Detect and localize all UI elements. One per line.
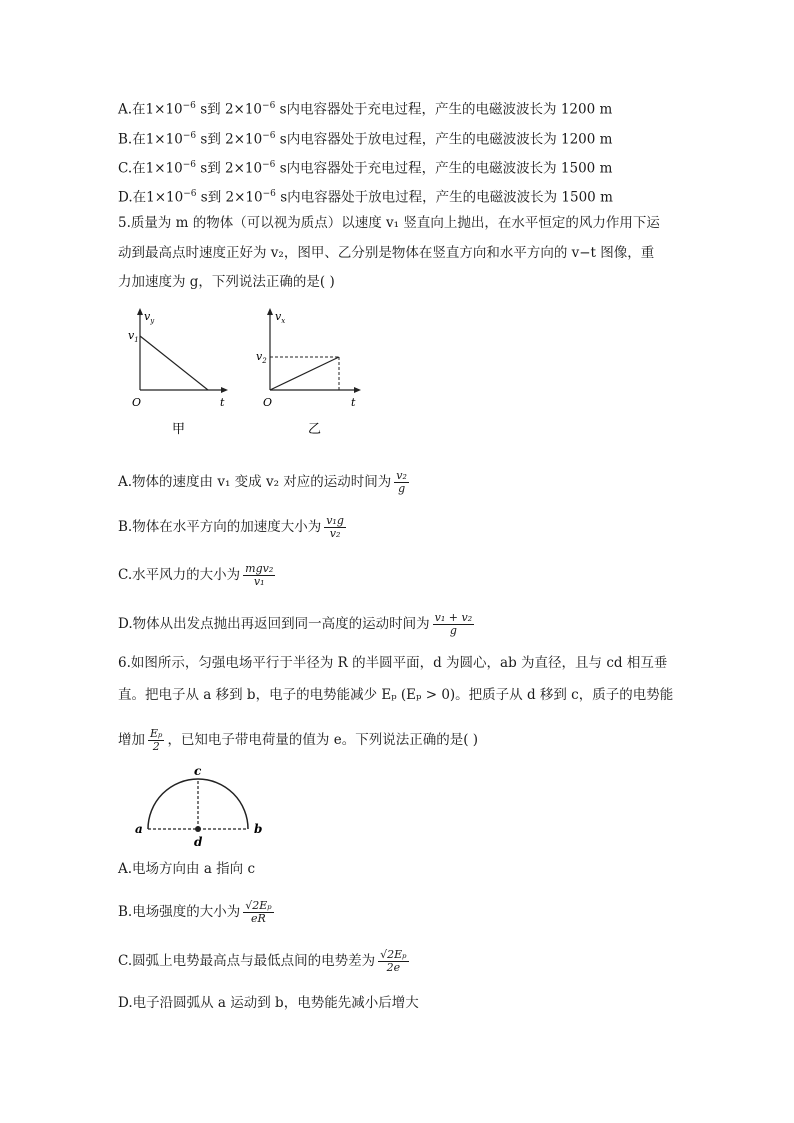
jia-y-label: $v_y$ [144, 310, 155, 325]
label-a: a [135, 822, 143, 836]
label-d: d [194, 835, 203, 849]
graph-yi [256, 308, 361, 437]
q6-stem-line1: 6.如图所示，匀强电场平行于半径为 R 的半圆平面，d 为圆心，ab 为直径，且与 cd 相互垂 [118, 655, 668, 671]
jia-y-arrow [137, 308, 143, 315]
graph-jia [128, 308, 228, 437]
jia-x-arrow [221, 387, 228, 393]
yi-y-label: $v_x$ [275, 310, 286, 325]
q5-a-fraction: $\frac{\text{v₂}}{g}$ [396, 469, 407, 495]
q4-option-c: C.在$1\times 10^{-6}$ s到 $2\times 10^{-6}$ s内电容器处于充电过程，产生的电磁波波长为 1500 m [118, 160, 613, 177]
yi-x-arrow [354, 387, 361, 393]
q6-semicircle-diagram [130, 762, 280, 857]
q4-option-a: A.在$1\times 10^{-6}$ s到 $2\times 10^{-6}$ s内电容器处于充电过程，产生的电磁波波长为 1200 m [118, 101, 613, 118]
jia-caption: 甲 [172, 422, 186, 437]
q5-stem-line1: 5.质量为 m 的物体（可以视为质点）以速度 v₁ 竖直向上抛出，在水平恒定的风力作用下运 [118, 215, 660, 231]
yi-x-label: t [351, 396, 356, 409]
q6-option-a: A.电场方向由 a 指向 c [118, 861, 256, 877]
q6-option-b: B.电场强度的大小为 $\frac{\text{√2Eₚ}}{eR}$ [118, 899, 272, 925]
q6-stem-fraction: $\frac{\text{Eₚ}}{2}$ [150, 727, 163, 753]
q6-stem-line2: 直。把电子从 a 移到 b，电子的电势能减少 Eₚ (Eₚ > 0)。把质子从 d 移到 c，质子的电势能 [118, 687, 674, 703]
label-b: b [254, 822, 263, 836]
q6-c-fraction: $\frac{\text{√2Eₚ}}{2e}$ [380, 948, 407, 974]
q5-c-fraction: $\frac{\text{mgv₂}}{\text{v₁}}$ [245, 562, 274, 588]
jia-tick-label: $v_1$ [128, 329, 139, 344]
q5-option-c: C.水平风力的大小为 $\frac{\text{mgv₂}}{\text{v₁}}$ [118, 562, 274, 588]
jia-x-label: t [220, 396, 225, 409]
yi-tick-label: $v_2$ [256, 350, 267, 365]
q5-d-fraction: $\frac{\text{v₁ + v₂}}{g}$ [434, 611, 473, 637]
yi-caption: 乙 [308, 422, 322, 437]
yi-origin: O [263, 396, 273, 409]
q6-option-d: D.电子沿圆弧从 a 运动到 b，电势能先减小后增大 [118, 995, 419, 1011]
q6-b-fraction: $\frac{\text{√2Eₚ}}{eR}$ [245, 899, 272, 925]
jia-velocity-line [140, 336, 208, 390]
q5-graphs [110, 305, 380, 445]
q5-option-b: B.物体在水平方向的加速度大小为 $\frac{\text{v₁g}}{\text{v₂}}$ [118, 514, 344, 540]
label-c: c [194, 764, 202, 778]
yi-y-arrow [267, 308, 273, 315]
yi-velocity-line [270, 357, 339, 390]
q5-stem-line3: 力加速度为 g，下列说法正确的是( ) [118, 274, 335, 290]
jia-origin: O [132, 396, 142, 409]
q6-stem-line3: 增加 $\frac{\text{Eₚ}}{2}$ ，已知电子带电荷量的值为 e。下列说法正确的是( ) [118, 727, 479, 753]
q6-option-c: C.圆弧上电势最高点与最低点间的电势差为 $\frac{\text{√2Eₚ}}{2e}$ [118, 948, 407, 974]
q5-option-a: A.物体的速度由 v₁ 变成 v₂ 对应的运动时间为 $\frac{\text{v₂}}{g}$ [118, 469, 407, 495]
center-point-d [195, 826, 201, 832]
q5-stem-line2: 动到最高点时速度正好为 v₂，图甲、乙分别是物体在竖直方向和水平方向的 v−t 图像，重 [118, 245, 655, 261]
q4-option-b: B.在$1\times 10^{-6}$ s到 $2\times 10^{-6}$ s内电容器处于放电过程，产生的电磁波波长为 1200 m [118, 131, 613, 148]
q5-b-fraction: $\frac{\text{v₁g}}{\text{v₂}}$ [326, 514, 344, 540]
q4-option-d: D.在$1\times 10^{-6}$ s到 $2\times 10^{-6}$ s内电容器处于放电过程，产生的电磁波波长为 1500 m [118, 189, 613, 206]
q5-option-d: D.物体从出发点抛出再返回到同一高度的运动时间为 $\frac{\text{v₁ + v₂}}{g}$ [118, 611, 473, 637]
